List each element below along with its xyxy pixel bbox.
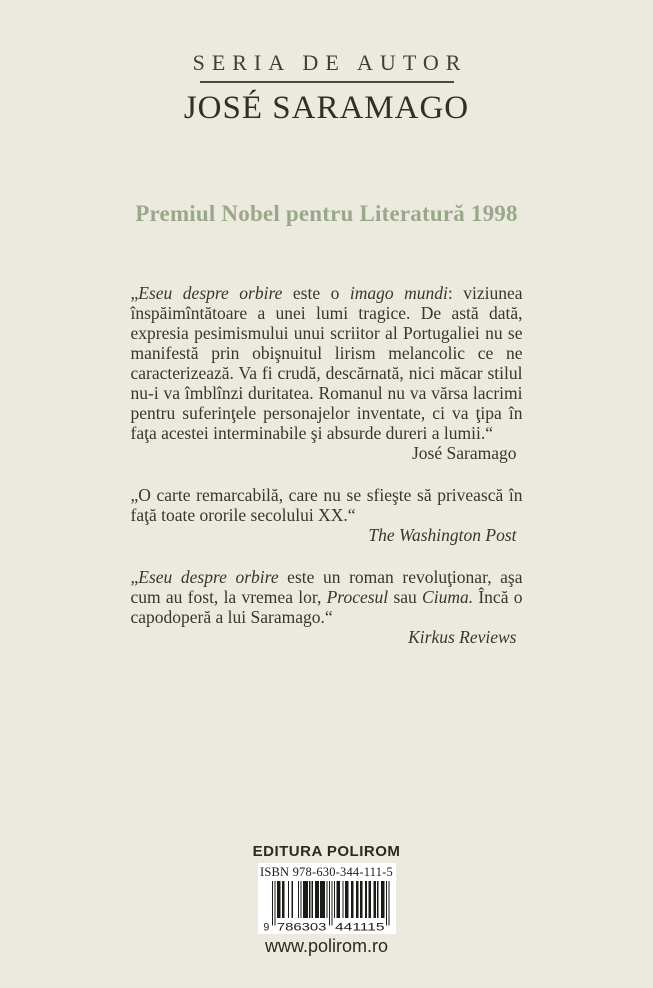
svg-text:786303: 786303 (276, 921, 326, 933)
nobel-prize-line: Premiul Nobel pentru Literatură 1998 (135, 201, 518, 226)
quote-text: „O carte remarcabilă, care nu se sfieşte să privească în faţă toate ororile secolului XX.“ (130, 485, 523, 525)
series-label: SERIA DE AUTOR (192, 50, 468, 75)
quote-text: „Eseu despre orbire este o imago mundi: viziunea înspăimîntătoare a unei lumi tragice. De astă dată, expresia pesimismului unui scriitor al Portugaliei nu se manifestă prin obişnuitul lirism melancolic ce ne caracterizează. Va fi crudă, descărnată, nici măcar stilul nu-i va îmblînzi duritatea. Romanul nu va vărsa lacrimi pentru suferinţele personajelor inventate, ci va ţipa în faţa acestei interminabile şi absurde dureri a lumii.“ (130, 283, 523, 443)
quote-block-washington-post (131, 485, 523, 545)
publisher-block (0, 843, 653, 957)
review-quotes (131, 283, 523, 647)
svg-text:441115: 441115 (334, 921, 385, 933)
quote-block-saramago (131, 283, 523, 463)
header (0, 50, 653, 127)
ean13-barcode (262, 881, 392, 933)
quote-attribution: Kirkus Reviews (408, 627, 517, 647)
isbn-label: ISBN 978-630-344-111-5 (260, 865, 393, 879)
quote-text: „Eseu despre orbire este un roman revoluţionar, aşa cum au fost, la vremea lor, Procesul sau Ciuma. Încă o capodoperă a lui Saramago.“ (130, 567, 523, 627)
quote-attribution: José Saramago (412, 443, 517, 463)
svg-text:9: 9 (262, 921, 269, 933)
publisher-name: EDITURA POLIROM (252, 843, 401, 860)
author-name: JOSÉ SARAMAGO (183, 90, 470, 126)
barcode-box (258, 863, 396, 934)
website-url: www.polirom.ro (264, 936, 389, 956)
divider-line (200, 81, 454, 83)
quote-attribution: The Washington Post (368, 525, 517, 545)
quote-block-kirkus (131, 567, 523, 647)
